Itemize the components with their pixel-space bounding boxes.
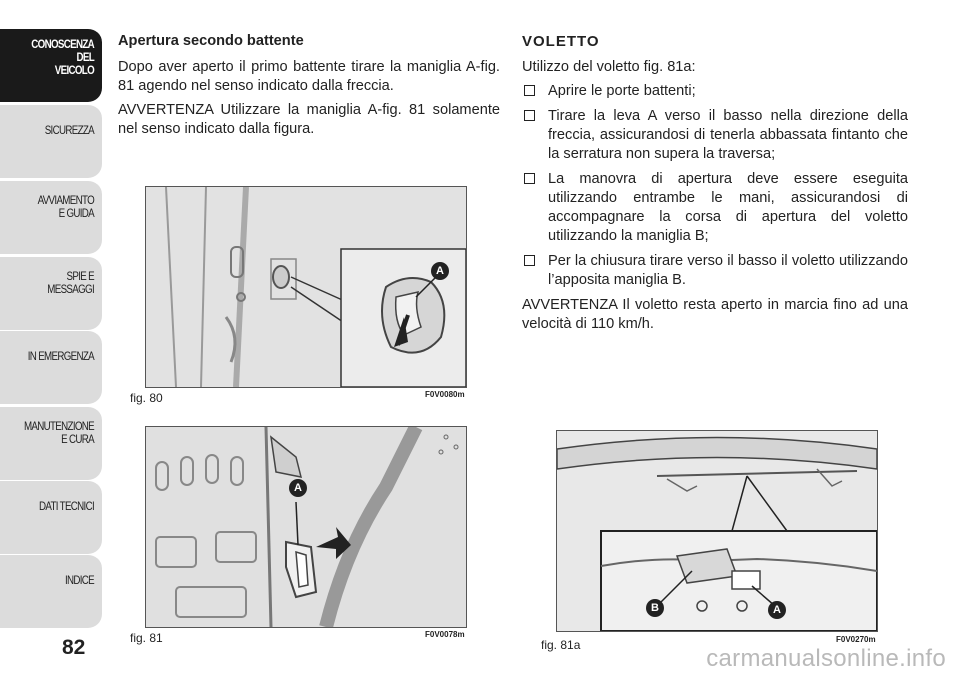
checkbox-bullet-icon — [524, 110, 535, 121]
list-item — [522, 170, 908, 246]
tab-label: SPIE E MESSAGGI — [47, 271, 94, 296]
door-lock-illustration — [146, 187, 466, 387]
watermark: carmanualsonline.info — [706, 645, 946, 672]
figure-81-code: F0V0078m — [425, 630, 465, 639]
tab-in-emergenza[interactable] — [0, 330, 102, 404]
tab-dati-tecnici[interactable] — [0, 480, 102, 554]
tab-spie-e-messaggi[interactable] — [0, 256, 102, 330]
tab-avviamento-e-guida[interactable] — [0, 180, 102, 254]
checkbox-bullet-icon — [524, 85, 535, 96]
figure-80-image — [145, 186, 467, 388]
checkbox-bullet-icon — [524, 255, 535, 266]
checkbox-bullet-icon — [524, 173, 535, 184]
callout-a-marker: A — [431, 262, 449, 280]
section-heading: Apertura secondo battente — [118, 33, 304, 49]
figure-80-code: F0V0080m — [425, 390, 465, 399]
section-heading: VOLETTO — [522, 33, 600, 50]
tab-label: IN EMERGENZA — [27, 351, 94, 363]
tab-label: AVVIAMENTO E GUIDA — [37, 195, 94, 220]
tab-manutenzione-e-cura[interactable] — [0, 406, 102, 480]
list-item — [522, 252, 908, 290]
callout-a-marker: A — [768, 601, 786, 619]
second-door-handle-illustration — [146, 427, 466, 627]
tab-label: SICUREZZA — [44, 125, 94, 137]
tab-label: DATI TECNICI — [38, 501, 94, 513]
right-column — [522, 32, 908, 339]
figure-81a-code: F0V0270m — [836, 635, 876, 644]
list-item — [522, 82, 908, 101]
list-item-text: Tirare la leva A verso il basso nella direzione della freccia, assicurandosi di tenerla abbassata fintanto che la serratura non supera la traversa; — [548, 108, 908, 162]
list-item-text: Aprire le porte battenti; — [548, 83, 696, 99]
page-number: 82 — [62, 636, 86, 659]
flap-illustration — [557, 431, 877, 631]
warning-paragraph: AVVERTENZA Il voletto resta aperto in marcia fino ad una velocità di 110 km/h. — [522, 297, 908, 332]
figure-80-caption: fig. 80 — [130, 391, 163, 405]
list-item — [522, 107, 908, 164]
left-column — [118, 32, 500, 144]
callout-b-marker: B — [646, 599, 664, 617]
figure-81-image — [145, 426, 467, 628]
paragraph: Dopo aver aperto il primo battente tirare la maniglia A-fig. 81 agendo nel senso indicato dalla freccia. — [118, 59, 500, 94]
figure-81a-caption: fig. 81a — [541, 638, 581, 652]
tab-sicurezza[interactable] — [0, 104, 102, 178]
tab-conoscenza-del-veicolo[interactable] — [0, 28, 102, 102]
figure-81a-image — [556, 430, 878, 632]
figure-81-caption: fig. 81 — [130, 631, 163, 645]
tab-label: INDICE — [64, 575, 94, 587]
tab-label: CONOSCENZA DEL VEICOLO — [31, 39, 94, 77]
list-item-text: La manovra di apertura deve essere eseguita utilizzando entrambe le mani, assicurandosi di accompagnare la corsa di apertura del voletto utilizzando la maniglia B; — [548, 171, 908, 244]
tab-indice[interactable] — [0, 554, 102, 628]
callout-a-marker: A — [289, 479, 307, 497]
warning-paragraph: AVVERTENZA Utilizzare la maniglia A-fig. 81 solamente nel senso indicato dalla figura. — [118, 102, 500, 137]
list-item-text: Per la chiusura tirare verso il basso il voletto utilizzando l’apposita maniglia B. — [548, 253, 908, 288]
tab-label: MANUTENZIONE E CURA — [23, 421, 94, 446]
intro-text: Utilizzo del voletto fig. 81a: — [522, 59, 696, 75]
